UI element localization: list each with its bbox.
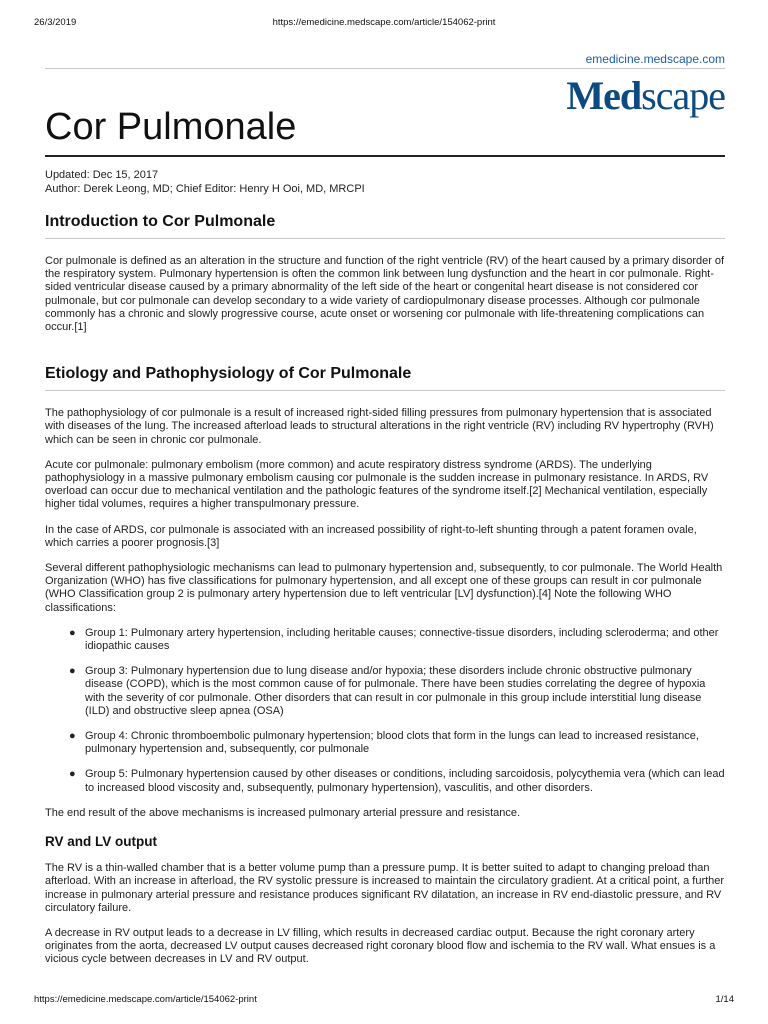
- list-item: [69, 626, 725, 653]
- rvlv-paragraph-2: A decrease in RV output leads to a decrease in LV filling, which results in decreased cardiac output. Because the right coronary artery originates from the aorta, decreased LV output causes decreased right coronary blood flow and ischemia to the RV wall. What ensues is a vicious cycle between decreases in LV and RV output.: [45, 926, 716, 966]
- print-header: [34, 17, 734, 31]
- etiology-paragraph-5: The end result of the above mechanisms is increased pulmonary arterial pressure and resistance.: [45, 806, 521, 819]
- list-item: [69, 730, 725, 756]
- bullet-icon: ●: [69, 626, 76, 639]
- bullet-icon: ●: [69, 730, 76, 743]
- print-footer: [34, 994, 734, 1008]
- site-link[interactable]: emedicine.medscape.com: [585, 52, 725, 66]
- rvlv-paragraph-1: The RV is a thin-walled chamber that is a better volume pump than a pressure pump. It is better suited to adapt to changing preload than afterload. With an increase in afterload, the RV systolic pressure is increased to maintain the circulatory gradient. At a critical point, a further increase in pulmonary arterial pressure and resistance produces significant RV dilatation, an increase in RV end-diastolic pressure, and RV circulatory failure.: [45, 862, 725, 914]
- title-divider: [45, 155, 725, 157]
- list-item: [69, 665, 725, 718]
- logo-part-2: scape: [641, 73, 725, 118]
- author-line: Author: Derek Leong, MD; Chief Editor: Henry H Ooi, MD, MRCPI: [45, 183, 365, 195]
- intro-paragraph: Cor pulmonale is defined as an alteration in the structure and function of the right ventricle (RV) of the heart caused by a primary disorder of the respiratory system. Pulmonary hypertension is often the common link between lung dysfunction and the heart in cor pulmonale. Right-sided ventricular disease caused by a primary abnormality of the left side of the heart or congenital heart disease is not considered cor pulmonale, but cor pulmonale can develop secondary to a wide variety of cardiopulmonary disease processes. Although cor pulmonale commonly has a chronic and slowly progressive course, acute onset or worsening cor pulmonale with life-threatening complications can occur.[1]: [45, 255, 725, 334]
- medscape-logo[interactable]: [566, 74, 725, 118]
- bullet-icon: ●: [69, 768, 76, 781]
- page-number: 1/14: [715, 994, 734, 1005]
- section-heading-intro: Introduction to Cor Pulmonale: [45, 212, 725, 239]
- logo-part-1: Med: [566, 73, 642, 118]
- list-item-text: Group 1: Pulmonary artery hypertension, including heritable causes; connective-tissue disorders, including scleroderma; and other idiopathic causes: [85, 626, 719, 653]
- etiology-paragraph-2: Acute cor pulmonale: pulmonary embolism (more common) and acute respiratory distress syndrome (ARDS). The underlying pathophysiology in a massive pulmonary embolism causing cor pulmonale is the sudden increase in pulmonary resistance. In ARDS, RV overload can occur due to mechanical ventilation and the pathologic features of the syndrome itself.[2] Mechanical ventilation, especially higher tidal volumes, requires a higher transpulmonary pressure.: [45, 458, 709, 511]
- section-heading-etiology: Etiology and Pathophysiology of Cor Pulmonale: [45, 364, 725, 391]
- article-body: [45, 212, 725, 979]
- page-title: Cor Pulmonale: [45, 106, 297, 148]
- list-item-text: Group 5: Pulmonary hypertension caused by other diseases or conditions, including sarcoidosis, polycythemia vera (which can lead to increased blood viscosity and, subsequently, pulmonary hypertension), vasculitis, and other disorders.: [85, 768, 725, 794]
- article-meta: [45, 168, 365, 196]
- etiology-paragraph-4: Several different pathophysiologic mechanisms can lead to pulmonary hypertension and, subsequently, to cor pulmonale. The World Health Organization (WHO) has five classifications for pulmonary hypertension, and all except one of these groups can result in cor pulmonale (WHO Classification group 2 is pulmonary artery hypertension due to left ventricular [LV] dysfunction).[4] Note the following WHO classifications:: [45, 562, 723, 614]
- list-item-text: Group 3: Pulmonary hypertension due to lung disease and/or hypoxia; these disorders include chronic obstructive pulmonary disease (COPD), which is the most common cause of for pulmonale. There have been studies correlating the degree of hypoxia with the severity of cor pulmonale. Other disorders that can result in cor pulmonale in this group include interstitial lung disease (ILD) and obstructive sleep apnea (OSA): [85, 665, 706, 717]
- print-footer-url: https://emedicine.medscape.com/article/154062-print: [34, 994, 257, 1005]
- list-item: [69, 768, 725, 794]
- etiology-paragraph-3: In the case of ARDS, cor pulmonale is associated with an increased possibility of right-to-left shunting through a patent foramen ovale, which carries a poorer prognosis.[3]: [45, 523, 697, 549]
- print-header-url: https://emedicine.medscape.com/article/154062-print: [272, 17, 496, 28]
- header-divider: [45, 68, 725, 69]
- subheading-rv-lv-output: RV and LV output: [45, 834, 157, 850]
- bullet-icon: ●: [69, 665, 76, 678]
- etiology-paragraph-1: The pathophysiology of cor pulmonale is a result of increased right-sided filling pressures from pulmonary hypertension that is associated with diseases of the lung. The increased afterload leads to structural alterations in the right ventricle (RV) including RV hypertrophy (RVH) which can be seen in chronic cor pulmonale.: [45, 407, 714, 446]
- updated-date: Updated: Dec 15, 2017: [45, 169, 159, 181]
- print-date: 26/3/2019: [34, 17, 77, 28]
- who-classification-list: [45, 627, 725, 795]
- list-item-text: Group 4: Chronic thromboembolic pulmonary hypertension; blood clots that form in the lungs can lead to increased resistance, pulmonary hypertension and, subsequently, cor pulmonale: [85, 730, 699, 756]
